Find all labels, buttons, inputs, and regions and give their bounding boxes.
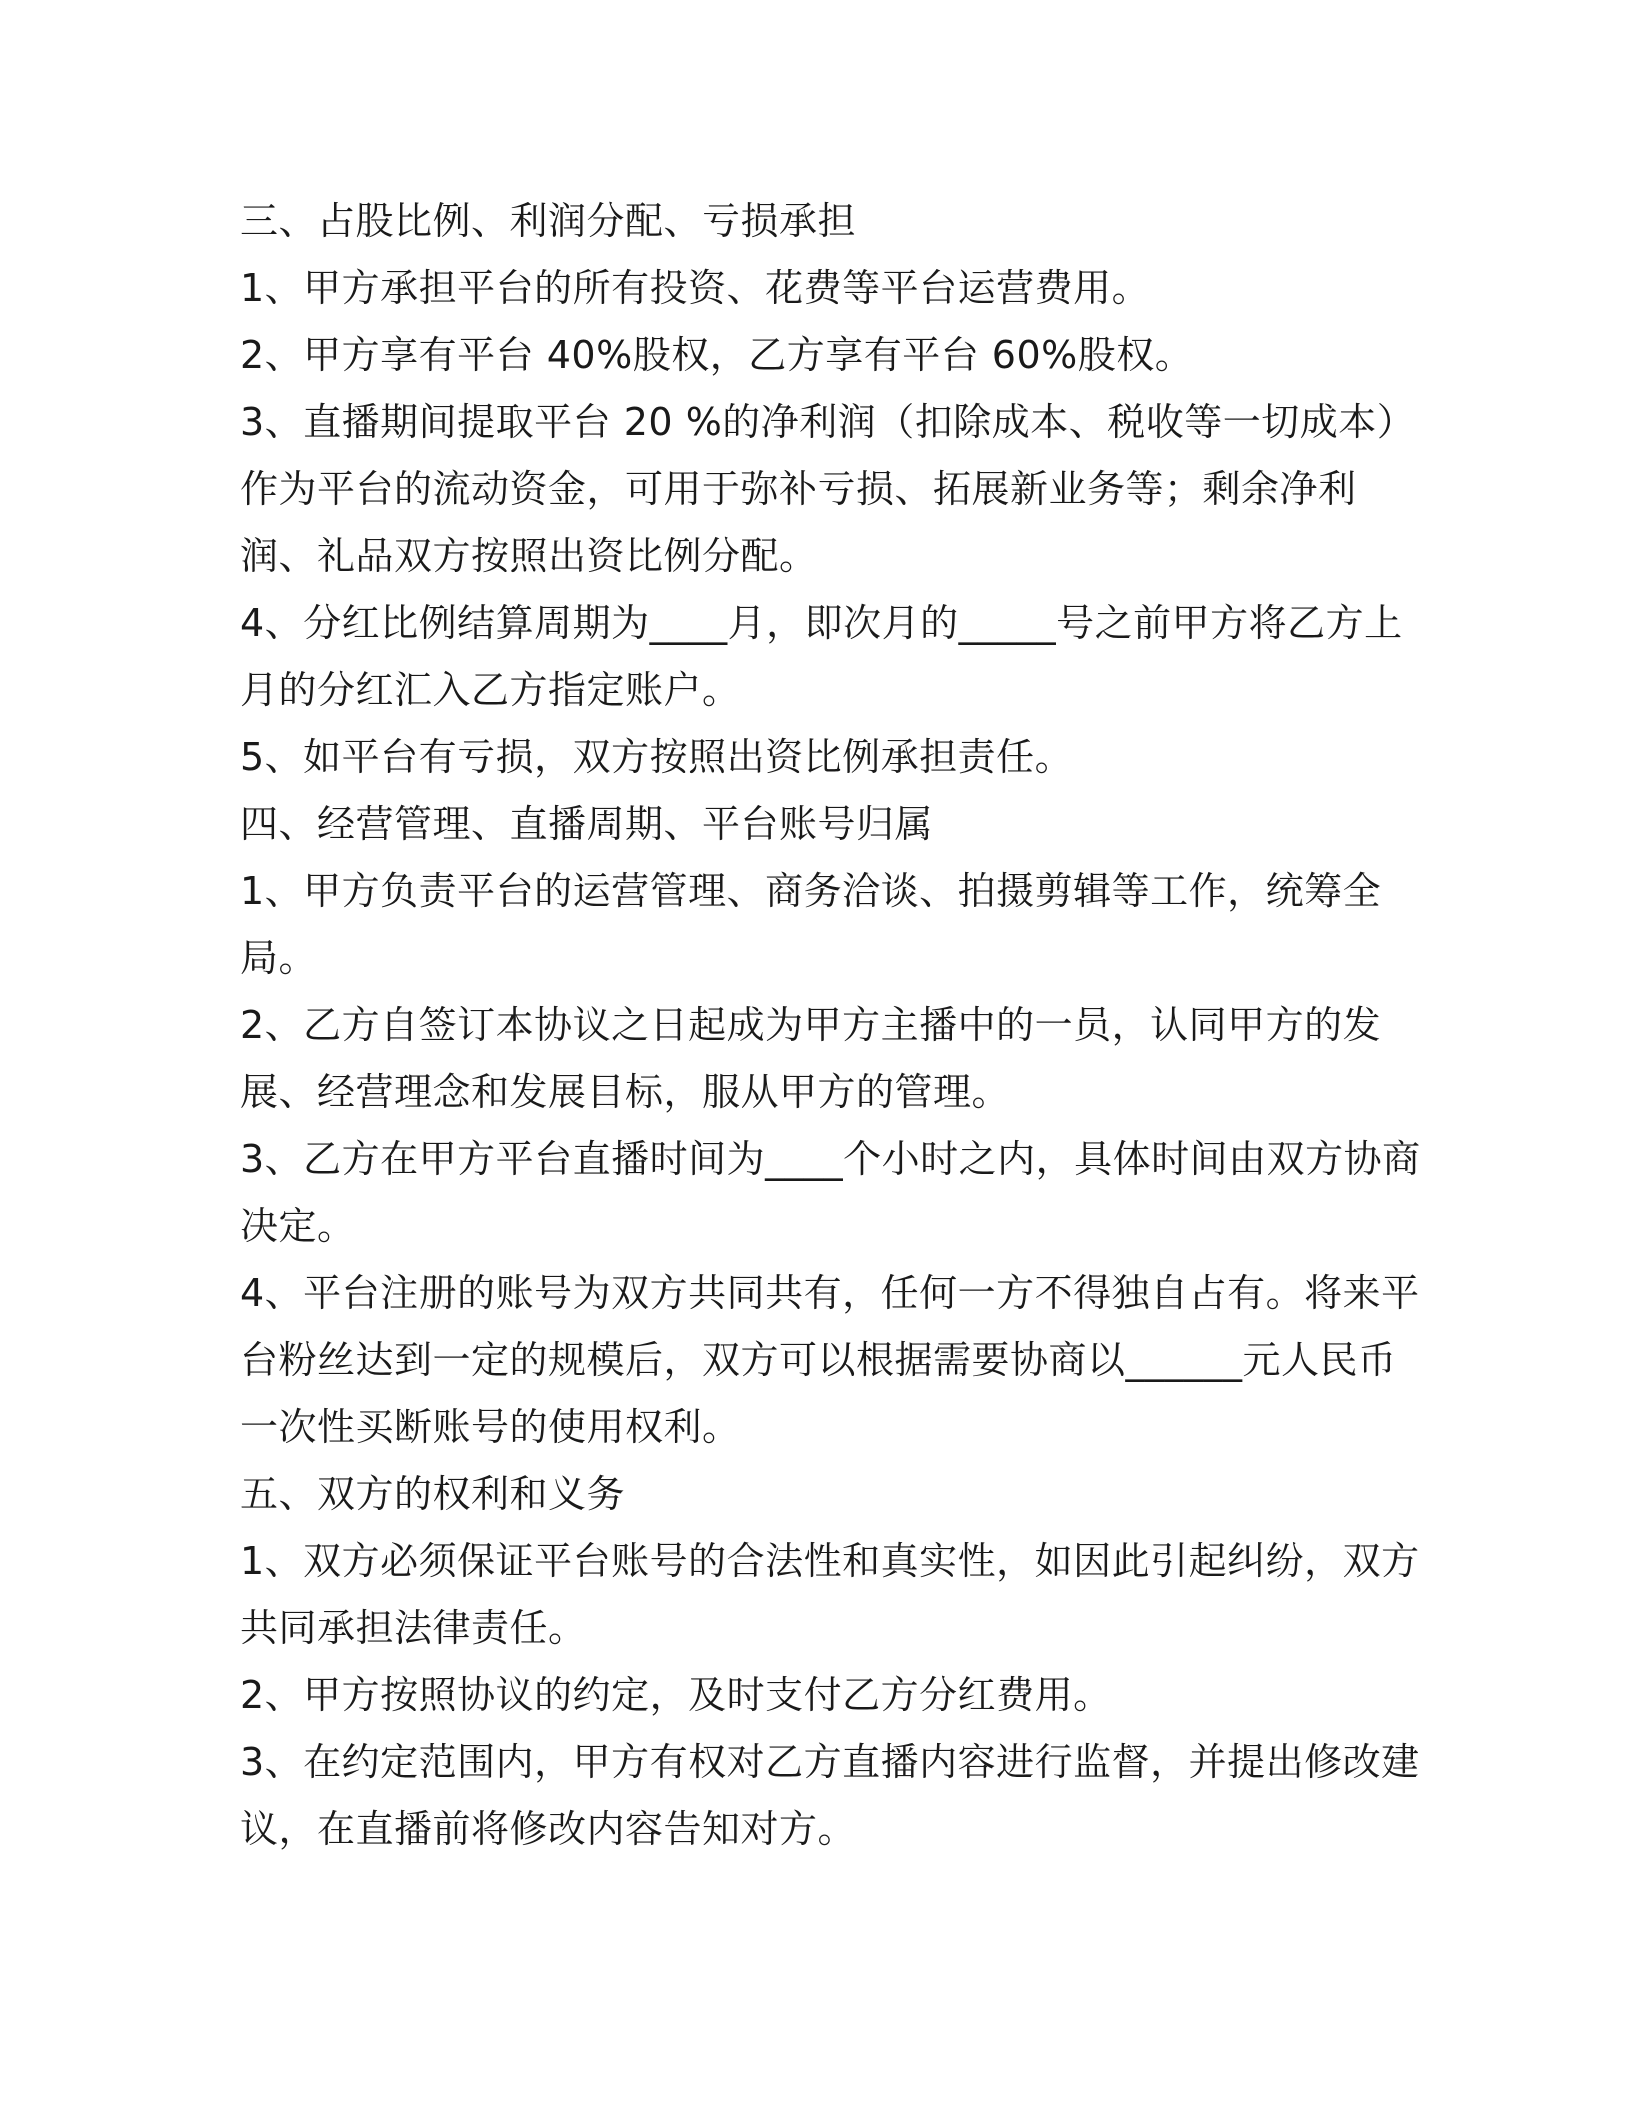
clause-4-1-line-2: 局。: [240, 936, 318, 980]
clause-4-4-line-3: 一次性买断账号的使用权利。: [240, 1405, 741, 1449]
section-heading-3: 三、占股比例、利润分配、亏损承担: [240, 199, 857, 243]
clause-5-3-line-1: 3、在约定范围内，甲方有权对乙方直播内容进行监督，并提出修改建: [240, 1740, 1420, 1784]
clause-4-2-line-2: 展、经营理念和发展目标，服从甲方的管理。: [240, 1070, 1011, 1114]
clause-5-1-line-1: 1、双方必须保证平台账号的合法性和真实性，如因此引起纠纷，双方: [240, 1539, 1420, 1583]
clause-4-3-line-2: 决定。: [240, 1204, 356, 1248]
section-heading-4: 四、经营管理、直播周期、平台账号归属: [240, 802, 934, 846]
clause-5-1-line-2: 共同承担法律责任。: [240, 1606, 587, 1650]
clause-3-3-line-1: 3、直播期间提取平台 20 %的净利润（扣除成本、税收等一切成本）: [240, 400, 1416, 444]
clause-4-3-line-1: 3、乙方在甲方平台直播时间为____个小时之内，具体时间由双方协商: [240, 1137, 1421, 1181]
clause-3-4-line-2: 月的分红汇入乙方指定账户。: [240, 668, 741, 712]
clause-5-3-line-2: 议，在直播前将修改内容告知对方。: [240, 1807, 857, 1851]
clause-4-2-line-1: 2、乙方自签订本协议之日起成为甲方主播中的一员，认同甲方的发: [240, 1003, 1382, 1047]
clause-3-4-line-1: 4、分红比例结算周期为____月，即次月的_____号之前甲方将乙方上: [240, 601, 1403, 645]
clause-3-5: 5、如平台有亏损，双方按照出资比例承担责任。: [240, 735, 1074, 779]
clause-4-4-line-2: 台粉丝达到一定的规模后，双方可以根据需要协商以______元人民币: [240, 1338, 1397, 1382]
clause-3-1: 1、甲方承担平台的所有投资、花费等平台运营费用。: [240, 266, 1151, 310]
document-page: [240, 188, 1421, 1863]
clause-3-3-line-3: 润、礼品双方按照出资比例分配。: [240, 534, 818, 578]
clause-4-1-line-1: 1、甲方负责平台的运营管理、商务洽谈、拍摄剪辑等工作，统筹全: [240, 869, 1382, 913]
clause-3-3-line-2: 作为平台的流动资金，可用于弥补亏损、拓展新业务等；剩余净利: [240, 467, 1357, 511]
clause-3-2: 2、甲方享有平台 40%股权，乙方享有平台 60%股权。: [240, 333, 1194, 377]
section-heading-5: 五、双方的权利和义务: [240, 1472, 626, 1516]
clause-5-2: 2、甲方按照协议的约定，及时支付乙方分红费用。: [240, 1673, 1112, 1717]
clause-4-4-line-1: 4、平台注册的账号为双方共同共有，任何一方不得独自占有。将来平: [240, 1271, 1420, 1315]
